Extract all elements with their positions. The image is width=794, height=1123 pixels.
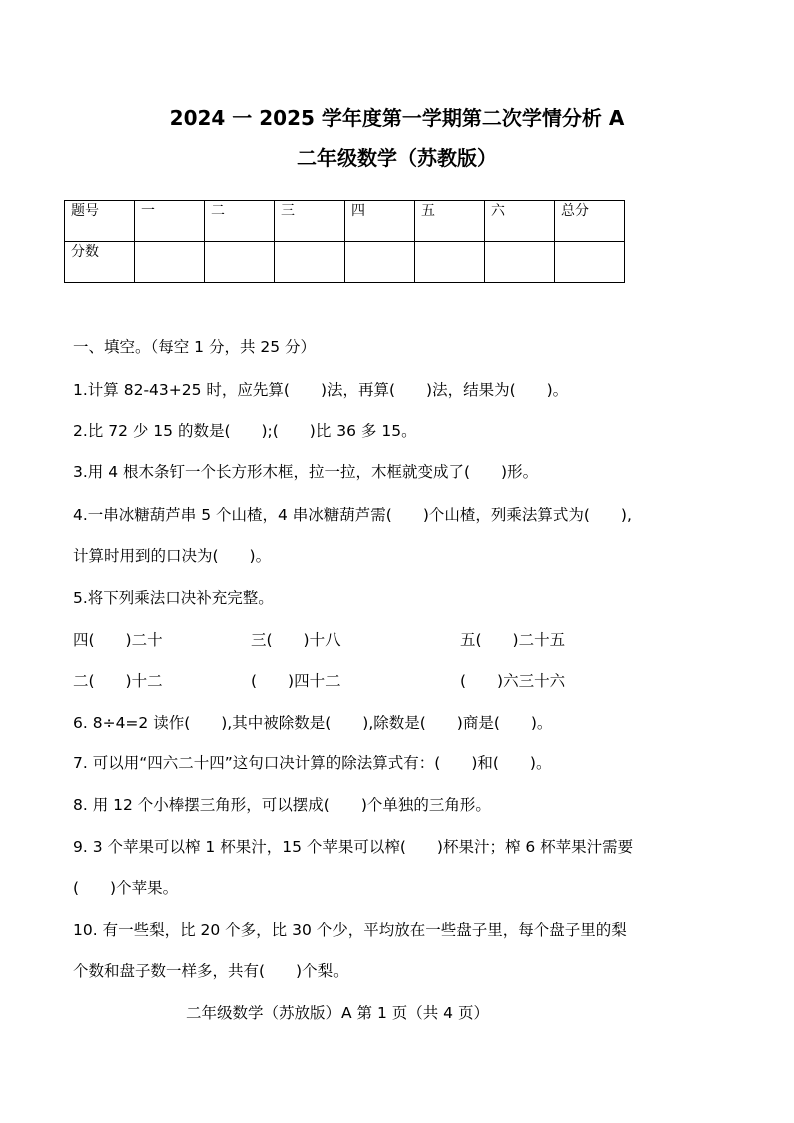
question-7: 7. 可以用“四六二十四”这句口决计算的除法算式有：( )和( )。 xyxy=(73,754,552,772)
exam-title: 2024 一 2025 学年度第一学期第二次学情分析 A xyxy=(169,106,625,130)
table-header-row xyxy=(65,201,625,242)
table-cell: 五 xyxy=(415,201,485,242)
exam-subtitle: 二年级数学（苏教版） xyxy=(297,146,497,170)
table-cell: 一 xyxy=(135,201,205,242)
question-10-line-1: 10. 有一些梨，比 20 个多，比 30 个少，平均放在一些盘子里，每个盘子里的梨 xyxy=(73,921,627,939)
score-entry-cell xyxy=(415,242,485,283)
table-score-row xyxy=(65,242,625,283)
question-8: 8. 用 12 个小棒摆三角形，可以摆成( )个单独的三角形。 xyxy=(73,796,491,814)
section-heading: 一、填空。（每空 1 分，共 25 分） xyxy=(73,338,317,356)
table-cell: 题号 xyxy=(65,201,135,242)
question-9-line-1: 9. 3 个苹果可以榨 1 杯果汁，15 个苹果可以榨( )杯果汁；榨 6 杯苹果汁需要 xyxy=(73,838,634,856)
table-cell: 三 xyxy=(275,201,345,242)
table-cell: 总分 xyxy=(555,201,625,242)
question-4-line-1: 4.一串冰糖葫芦串 5 个山楂，4 串冰糖葫芦需( )个山楂，列乘法算式为( ), xyxy=(73,506,632,524)
multiplication-item: ( )六三十六 xyxy=(460,672,566,690)
question-10-line-2: 个数和盘子数一样多，共有( )个梨。 xyxy=(73,962,349,980)
multiplication-item: 三( )十八 xyxy=(251,631,341,649)
question-5: 5.将下列乘法口决补充完整。 xyxy=(73,589,274,607)
multiplication-item: 二( )十二 xyxy=(73,672,163,690)
score-entry-cell xyxy=(205,242,275,283)
page-footer: 二年级数学（苏放版）A 第 1 页（共 4 页） xyxy=(186,1004,489,1022)
score-entry-cell xyxy=(485,242,555,283)
question-1: 1.计算 82-43+25 时，应先算( )法，再算( )法，结果为( )。 xyxy=(73,381,569,399)
question-4-line-2: 计算时用到的口决为( )。 xyxy=(73,547,272,565)
table-cell: 六 xyxy=(485,201,555,242)
question-2: 2.比 72 少 15 的数是( );( )比 36 多 15。 xyxy=(73,422,417,440)
question-3: 3.用 4 根木条钉一个长方形木框，拉一拉，木框就变成了( )形。 xyxy=(73,463,539,481)
table-cell: 分数 xyxy=(65,242,135,283)
multiplication-item: 四( )二十 xyxy=(73,631,163,649)
score-table xyxy=(64,200,625,283)
table-cell: 二 xyxy=(205,201,275,242)
score-entry-cell xyxy=(135,242,205,283)
multiplication-item: ( )四十二 xyxy=(251,672,341,690)
question-9-line-2: ( )个苹果。 xyxy=(73,879,179,897)
score-entry-cell xyxy=(345,242,415,283)
multiplication-item: 五( )二十五 xyxy=(460,631,566,649)
table-cell: 四 xyxy=(345,201,415,242)
score-entry-cell xyxy=(555,242,625,283)
question-6: 6. 8÷4=2 读作( ),其中被除数是( ),除数是( )商是( )。 xyxy=(73,714,553,732)
score-entry-cell xyxy=(275,242,345,283)
